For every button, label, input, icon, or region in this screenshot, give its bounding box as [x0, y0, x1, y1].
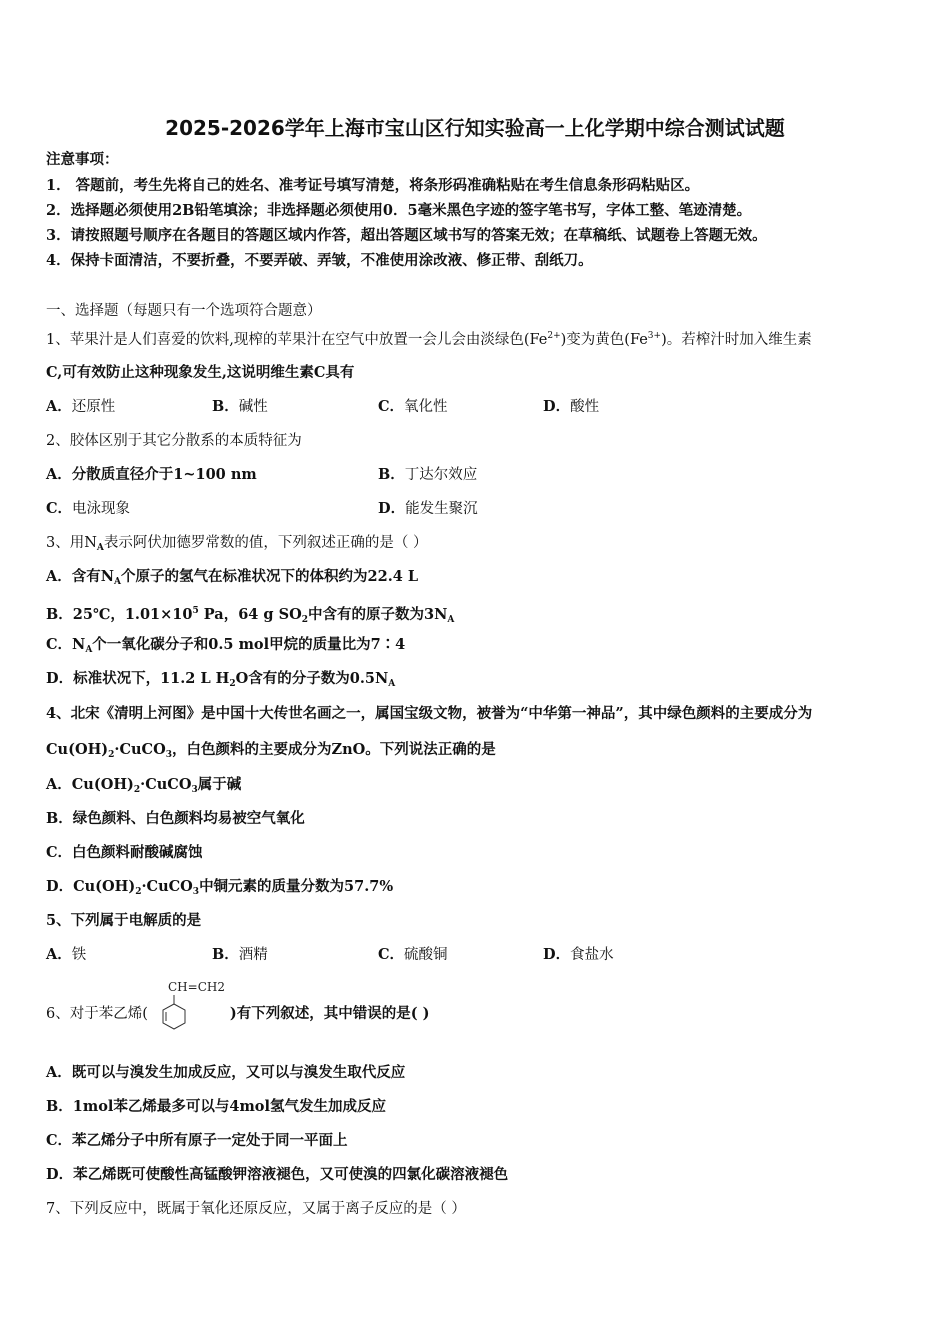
q2-option-a[interactable]: A．分散质直径介于1~100 nm [46, 466, 257, 483]
q4-option-c[interactable]: C．白色颜料耐酸碱腐蚀 [46, 844, 203, 861]
q5-option-a[interactable]: A．铁 [46, 946, 87, 963]
q4-option-a[interactable]: A．$Cu(OH)_2\cdot CuCO_3$属于碱 [46, 776, 242, 795]
notice-item-2: 2．选择题必须使用2B铅笔填涂；非选择题必须使用0．5毫米黑色字迹的签字笔书写，字体工整、笔迹清楚。 [46, 202, 752, 219]
section-heading: 一、选择题（每题只有一个选项符合题意） [46, 303, 322, 319]
q7-stem: 7、下列反应中，既属于氧化还原反应，又属于离子反应的是（ ） [46, 1201, 466, 1217]
q6-option-a[interactable]: A．既可以与溴发生加成反应，又可以与溴发生取代反应 [46, 1064, 406, 1081]
q4-stem-line1: 4、北宋《清明上河图》是中国十大传世名画之一，属国宝级文物，被誉为“中华第一神品”，其中绿色颜料的主要成分为 [46, 705, 813, 722]
q5-stem: 5、下列属于电解质的是 [46, 912, 202, 929]
styrene-structure [156, 976, 238, 1040]
q3-option-d[interactable]: D．标准状况下，11.2 L $H_2O$含有的分子数为$0.5N_A$ [46, 670, 396, 689]
q6-stem: 6、对于苯乙烯( )有下列叙述，其中错误的是( ) [46, 1005, 430, 1022]
q1-stem-line1: 1、苹果汁是人们喜爱的饮料,现榨的苹果汁在空气中放置一会儿会由淡绿色$(Fe^{2+})$变为黄色$(Fe^{3+})$。若榨汁时加入维生素 [46, 331, 812, 348]
q6-option-c[interactable]: C．苯乙烯分子中所有原子一定处于同一平面上 [46, 1132, 348, 1149]
vinyl-label: CH=CH2 [168, 980, 225, 994]
q3-option-b[interactable]: B．25℃，$1.01\times 10^5$ Pa，64 g $SO_2$中含有的原子数为$3N_A$ [46, 606, 455, 625]
q1-option-c[interactable]: C．氧化性 [378, 398, 448, 415]
q1-option-b[interactable]: B．碱性 [212, 398, 268, 415]
q2-option-d[interactable]: D．能发生聚沉 [378, 500, 478, 517]
q1-stem-line2: C,可有效防止这种现象发生,这说明维生素C具有 [46, 364, 355, 381]
q4-stem-line2: $Cu(OH)_2\cdot CuCO_3$，白色颜料的主要成分为ZnO。下列说法正确的是 [46, 741, 496, 760]
notice-heading: 注意事项： [46, 151, 119, 168]
notice-item-4: 4．保持卡面清洁，不要折叠，不要弄破、弄皱，不准使用涂改液、修正带、刮纸刀。 [46, 252, 593, 269]
q3-stem: 3、用$N_A$表示阿伏加德罗常数的值，下列叙述正确的是（ ） [46, 535, 428, 553]
notice-item-1: 1． 答题前，考生先将自己的姓名、准考证号填写清楚，将条形码准确粘贴在考生信息条形码粘贴区。 [46, 177, 700, 194]
q6-option-d[interactable]: D．苯乙烯既可使酸性高锰酸钾溶液褪色，又可使溴的四氯化碳溶液褪色 [46, 1166, 509, 1183]
q2-stem: 2、胶体区别于其它分散系的本质特征为 [46, 433, 302, 449]
q5-option-d[interactable]: D．食盐水 [543, 946, 614, 963]
q5-option-b[interactable]: B．酒精 [212, 946, 268, 963]
q2-option-c[interactable]: C．电泳现象 [46, 500, 131, 517]
q1-option-d[interactable]: D．酸性 [543, 398, 600, 415]
page-title: 2025-2026学年上海市宝山区行知实验高一上化学期中综合测试试题 [165, 116, 785, 140]
q4-option-b[interactable]: B．绿色颜料、白色颜料均易被空气氧化 [46, 810, 305, 827]
q4-option-d[interactable]: D．$Cu(OH)_2\cdot CuCO_3$中铜元素的质量分数为57.7% [46, 878, 394, 897]
q1-option-a[interactable]: A．还原性 [46, 398, 116, 415]
q3-option-a[interactable]: A．含有$N_A$个原子的氢气在标准状况下的体积约为22.4 L [46, 568, 419, 587]
q6-option-b[interactable]: B．1mol苯乙烯最多可以与4mol氢气发生加成反应 [46, 1098, 386, 1115]
notice-item-3: 3．请按照题号顺序在各题目的答题区域内作答，超出答题区域书写的答案无效；在草稿纸、试题卷上答题无效。 [46, 227, 767, 244]
q5-option-c[interactable]: C．硫酸铜 [378, 946, 448, 963]
q2-option-b[interactable]: B．丁达尔效应 [378, 466, 478, 483]
q3-option-c[interactable]: C．$N_A$个一氧化碳分子和0.5 mol甲烷的质量比为7∶4 [46, 636, 406, 655]
